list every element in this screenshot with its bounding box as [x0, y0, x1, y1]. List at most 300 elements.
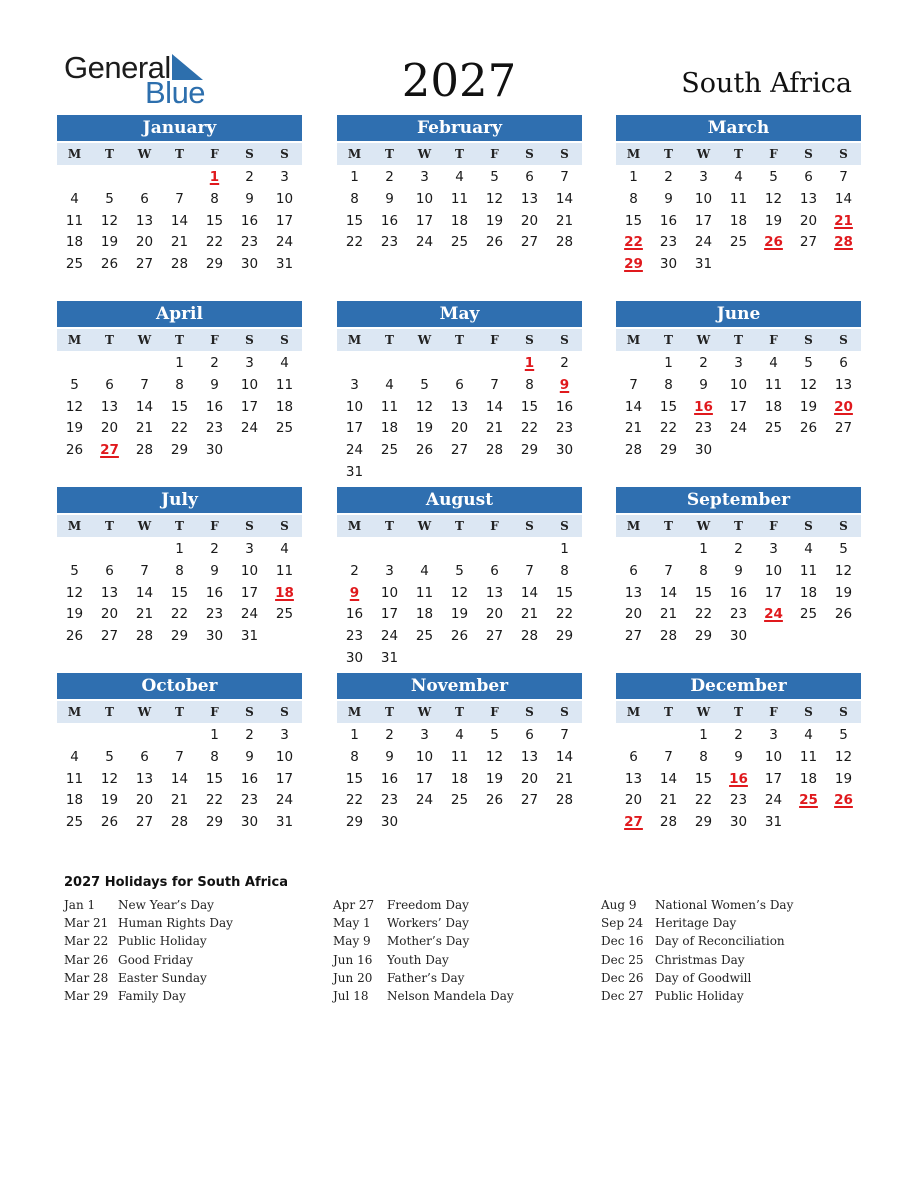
- weekday-header: [337, 143, 582, 165]
- month-days: [616, 539, 861, 648]
- day-cell: 16: [729, 584, 748, 601]
- holidays-title: 2027 Holidays for South Africa: [64, 875, 288, 890]
- empty-day-cell: [651, 539, 686, 561]
- day-cell: 11: [450, 190, 469, 207]
- day-cell: 1: [629, 169, 638, 185]
- holiday-name: Day of Reconciliation: [655, 934, 785, 949]
- weekday-label: S: [280, 705, 289, 719]
- day-cell: 15: [555, 584, 574, 601]
- weekday-label: S: [525, 519, 534, 533]
- day-cell: 27: [624, 628, 643, 645]
- holiday-name: Day of Goodwill: [655, 970, 752, 985]
- weekday-label: S: [525, 147, 534, 161]
- weekday-label: S: [280, 333, 289, 347]
- day-cell: 24: [345, 442, 364, 459]
- day-cell: 31: [240, 628, 259, 645]
- day-cell: 10: [240, 376, 259, 393]
- day-cell: 6: [839, 355, 848, 371]
- day-cell: 23: [555, 420, 574, 437]
- day-cell: 5: [455, 562, 464, 579]
- weekday-label: M: [347, 519, 362, 533]
- day-cell: 14: [520, 584, 539, 601]
- day-cell: 25: [799, 606, 818, 623]
- day-cell: 27: [450, 442, 469, 459]
- day-cell: 3: [280, 169, 289, 185]
- month-january: [57, 115, 302, 276]
- month-december: [616, 673, 861, 834]
- day-cell: 1: [664, 355, 673, 371]
- week-row: [616, 539, 861, 561]
- day-cell: 1: [699, 727, 708, 743]
- week-row: [337, 462, 582, 484]
- day-cell: 13: [624, 584, 643, 601]
- day-cell: 7: [525, 562, 534, 579]
- day-cell: 19: [485, 212, 504, 229]
- week-row: [57, 539, 302, 561]
- day-cell: 27: [520, 234, 539, 251]
- day-cell: 27: [100, 628, 119, 645]
- weekday-label: W: [417, 147, 432, 161]
- day-cell: 18: [275, 398, 294, 415]
- week-row: [57, 747, 302, 769]
- holiday-column: [601, 898, 871, 1007]
- day-cell: 31: [694, 256, 713, 273]
- day-cell: 30: [694, 442, 713, 459]
- day-cell: 21: [624, 420, 643, 437]
- weekday-label: W: [137, 705, 152, 719]
- day-cell: 1: [210, 727, 219, 743]
- day-cell: 12: [834, 562, 853, 579]
- empty-day-cell: [372, 539, 407, 561]
- day-cell: 17: [764, 770, 783, 787]
- empty-day-cell: [512, 462, 547, 484]
- holiday-name: Heritage Day: [655, 916, 737, 931]
- empty-day-cell: [477, 353, 512, 375]
- holiday-date: Jan 1: [64, 898, 96, 912]
- holiday-day: 9: [349, 584, 360, 601]
- day-cell: 28: [555, 234, 574, 251]
- weekday-header: [57, 515, 302, 537]
- day-cell: 20: [100, 606, 119, 623]
- day-cell: 24: [240, 606, 259, 623]
- week-row: [337, 747, 582, 769]
- day-cell: 11: [799, 562, 818, 579]
- day-cell: 22: [170, 606, 189, 623]
- weekday-label: T: [734, 705, 743, 719]
- weekday-label: S: [245, 147, 254, 161]
- weekday-label: S: [804, 705, 813, 719]
- empty-day-cell: [826, 440, 861, 462]
- empty-day-cell: [721, 254, 756, 276]
- day-cell: 22: [694, 792, 713, 809]
- day-cell: 16: [205, 584, 224, 601]
- day-cell: 30: [659, 256, 678, 273]
- day-cell: 5: [70, 376, 79, 393]
- empty-day-cell: [547, 648, 582, 670]
- brand-logo: [64, 50, 214, 108]
- weekday-label: M: [67, 147, 82, 161]
- day-cell: 2: [560, 355, 569, 371]
- empty-day-cell: [267, 626, 302, 648]
- day-cell: 6: [804, 169, 813, 185]
- empty-day-cell: [127, 167, 162, 189]
- day-cell: 5: [490, 169, 499, 185]
- day-cell: 28: [135, 442, 154, 459]
- day-cell: 22: [555, 606, 574, 623]
- day-cell: 28: [135, 628, 154, 645]
- holiday-day: 18: [275, 584, 294, 601]
- day-cell: 21: [485, 420, 504, 437]
- month-november: [337, 673, 582, 834]
- month-days: [337, 725, 582, 834]
- week-row: [337, 167, 582, 189]
- week-row: [337, 353, 582, 375]
- month-days: [616, 725, 861, 834]
- month-days: [616, 167, 861, 276]
- day-cell: 9: [245, 748, 254, 765]
- day-cell: 19: [65, 420, 84, 437]
- empty-day-cell: [92, 353, 127, 375]
- day-cell: 13: [135, 770, 154, 787]
- holiday-item: [64, 934, 334, 952]
- day-cell: 22: [345, 234, 364, 251]
- weekday-label: S: [839, 333, 848, 347]
- day-cell: 17: [380, 606, 399, 623]
- holiday-name: Human Rights Day: [118, 916, 233, 931]
- holiday-name: Mother’s Day: [387, 934, 470, 949]
- day-cell: 25: [450, 234, 469, 251]
- day-cell: 1: [350, 169, 359, 185]
- holiday-name: Christmas Day: [655, 952, 745, 967]
- day-cell: 27: [135, 814, 154, 831]
- holiday-item: [333, 898, 603, 916]
- day-cell: 7: [560, 727, 569, 743]
- day-cell: 7: [560, 169, 569, 185]
- weekday-label: M: [626, 519, 641, 533]
- month-september: [616, 487, 861, 648]
- weekday-label: S: [560, 147, 569, 161]
- day-cell: 8: [699, 748, 708, 765]
- day-cell: 22: [205, 792, 224, 809]
- weekday-label: W: [417, 333, 432, 347]
- day-cell: 16: [659, 212, 678, 229]
- day-cell: 9: [245, 190, 254, 207]
- day-cell: 12: [799, 376, 818, 393]
- day-cell: 12: [100, 212, 119, 229]
- day-cell: 14: [170, 212, 189, 229]
- day-cell: 15: [624, 212, 643, 229]
- day-cell: 24: [694, 234, 713, 251]
- day-cell: 15: [170, 584, 189, 601]
- empty-day-cell: [372, 462, 407, 484]
- month-title: March: [616, 115, 861, 141]
- day-cell: 6: [455, 376, 464, 393]
- day-cell: 9: [385, 748, 394, 765]
- weekday-label: F: [210, 147, 219, 161]
- day-cell: 16: [380, 212, 399, 229]
- day-cell: 28: [520, 628, 539, 645]
- day-cell: 18: [764, 398, 783, 415]
- day-cell: 31: [275, 814, 294, 831]
- day-cell: 8: [629, 190, 638, 207]
- month-october: [57, 673, 302, 834]
- empty-day-cell: [721, 440, 756, 462]
- day-cell: 24: [415, 792, 434, 809]
- day-cell: 30: [729, 628, 748, 645]
- week-row: [337, 418, 582, 440]
- week-row: [337, 604, 582, 626]
- day-cell: 5: [105, 748, 114, 765]
- day-cell: 3: [280, 727, 289, 743]
- day-cell: 18: [450, 212, 469, 229]
- holiday-item: [601, 898, 871, 916]
- day-cell: 12: [100, 770, 119, 787]
- empty-day-cell: [57, 167, 92, 189]
- holiday-day: 24: [764, 606, 783, 623]
- day-cell: 6: [105, 376, 114, 393]
- holiday-name: Nelson Mandela Day: [387, 988, 514, 1003]
- day-cell: 19: [834, 584, 853, 601]
- weekday-label: S: [804, 519, 813, 533]
- weekday-label: F: [210, 705, 219, 719]
- empty-day-cell: [547, 812, 582, 834]
- weekday-label: F: [490, 333, 499, 347]
- day-cell: 7: [629, 376, 638, 393]
- week-row: [616, 167, 861, 189]
- day-cell: 15: [205, 770, 224, 787]
- day-cell: 4: [804, 727, 813, 743]
- day-cell: 2: [734, 541, 743, 557]
- empty-day-cell: [616, 353, 651, 375]
- day-cell: 8: [350, 190, 359, 207]
- month-title: June: [616, 301, 861, 327]
- day-cell: 7: [175, 190, 184, 207]
- weekday-label: M: [67, 333, 82, 347]
- month-days: [616, 353, 861, 462]
- day-cell: 31: [275, 256, 294, 273]
- empty-day-cell: [791, 254, 826, 276]
- empty-day-cell: [127, 725, 162, 747]
- holiday-name: Easter Sunday: [118, 970, 207, 985]
- day-cell: 7: [664, 748, 673, 765]
- holiday-date: Dec 16: [601, 934, 644, 949]
- week-row: [616, 626, 861, 648]
- day-cell: 23: [729, 606, 748, 623]
- day-cell: 22: [205, 234, 224, 251]
- holiday-item: [333, 971, 603, 989]
- day-cell: 20: [520, 212, 539, 229]
- week-row: [57, 725, 302, 747]
- day-cell: 24: [415, 234, 434, 251]
- week-row: [57, 440, 302, 462]
- day-cell: 27: [135, 256, 154, 273]
- day-cell: 11: [275, 562, 294, 579]
- week-row: [337, 812, 582, 834]
- day-cell: 19: [834, 770, 853, 787]
- week-row: [616, 812, 861, 834]
- day-cell: 29: [170, 628, 189, 645]
- day-cell: 14: [135, 584, 154, 601]
- weekday-header: [616, 329, 861, 351]
- day-cell: 2: [385, 727, 394, 743]
- empty-day-cell: [477, 462, 512, 484]
- day-cell: 5: [839, 727, 848, 743]
- empty-day-cell: [127, 353, 162, 375]
- holiday-day: 22: [624, 234, 643, 251]
- holiday-date: Jul 18: [333, 988, 369, 1003]
- day-cell: 31: [345, 463, 364, 480]
- day-cell: 25: [380, 442, 399, 459]
- day-cell: 25: [65, 256, 84, 273]
- day-cell: 3: [420, 727, 429, 743]
- day-cell: 14: [170, 770, 189, 787]
- day-cell: 28: [555, 792, 574, 809]
- day-cell: 6: [140, 190, 149, 207]
- weekday-label: F: [490, 705, 499, 719]
- holiday-name: Family Day: [118, 988, 186, 1003]
- weekday-label: T: [385, 147, 394, 161]
- empty-day-cell: [756, 626, 791, 648]
- weekday-header: [57, 329, 302, 351]
- holiday-date: Mar 26: [64, 952, 109, 967]
- day-cell: 19: [799, 398, 818, 415]
- day-cell: 3: [420, 169, 429, 185]
- empty-day-cell: [232, 440, 267, 462]
- day-cell: 23: [240, 234, 259, 251]
- day-cell: 30: [240, 814, 259, 831]
- weekday-label: T: [455, 333, 464, 347]
- day-cell: 21: [659, 792, 678, 809]
- month-days: [337, 167, 582, 254]
- day-cell: 6: [629, 748, 638, 765]
- weekday-label: F: [490, 147, 499, 161]
- day-cell: 29: [694, 814, 713, 831]
- day-cell: 12: [415, 398, 434, 415]
- day-cell: 6: [140, 748, 149, 765]
- day-cell: 6: [525, 727, 534, 743]
- holiday-date: Dec 27: [601, 988, 644, 1003]
- day-cell: 26: [100, 256, 119, 273]
- week-row: [57, 375, 302, 397]
- weekday-label: M: [347, 333, 362, 347]
- day-cell: 26: [834, 606, 853, 623]
- day-cell: 11: [380, 398, 399, 415]
- day-cell: 12: [485, 748, 504, 765]
- day-cell: 24: [275, 792, 294, 809]
- day-cell: 14: [555, 748, 574, 765]
- day-cell: 16: [240, 212, 259, 229]
- holiday-day: 1: [524, 355, 535, 371]
- weekday-label: F: [769, 705, 778, 719]
- holiday-day: 27: [100, 442, 119, 459]
- day-cell: 8: [699, 562, 708, 579]
- day-cell: 19: [100, 234, 119, 251]
- week-row: [57, 769, 302, 791]
- holiday-column: [333, 898, 603, 1007]
- empty-day-cell: [826, 812, 861, 834]
- holiday-date: Dec 25: [601, 952, 644, 967]
- day-cell: 21: [520, 606, 539, 623]
- day-cell: 30: [240, 256, 259, 273]
- week-row: [57, 604, 302, 626]
- day-cell: 24: [729, 420, 748, 437]
- day-cell: 2: [210, 541, 219, 557]
- empty-day-cell: [826, 626, 861, 648]
- day-cell: 4: [70, 748, 79, 765]
- day-cell: 29: [205, 256, 224, 273]
- month-august: [337, 487, 582, 670]
- week-row: [616, 747, 861, 769]
- week-row: [57, 254, 302, 276]
- weekday-label: T: [175, 705, 184, 719]
- weekday-label: T: [105, 519, 114, 533]
- day-cell: 20: [624, 606, 643, 623]
- day-cell: 11: [275, 376, 294, 393]
- holiday-date: May 1: [333, 916, 371, 931]
- month-march: [616, 115, 861, 276]
- day-cell: 3: [245, 541, 254, 557]
- day-cell: 20: [485, 606, 504, 623]
- week-row: [616, 189, 861, 211]
- day-cell: 11: [415, 584, 434, 601]
- empty-day-cell: [477, 539, 512, 561]
- day-cell: 23: [205, 606, 224, 623]
- weekday-label: T: [455, 519, 464, 533]
- day-cell: 10: [764, 748, 783, 765]
- weekday-label: S: [245, 519, 254, 533]
- weekday-label: W: [137, 333, 152, 347]
- week-row: [57, 232, 302, 254]
- week-row: [57, 353, 302, 375]
- day-cell: 27: [520, 792, 539, 809]
- day-cell: 19: [100, 792, 119, 809]
- weekday-label: T: [385, 333, 394, 347]
- day-cell: 4: [455, 727, 464, 743]
- day-cell: 25: [65, 814, 84, 831]
- weekday-label: S: [525, 705, 534, 719]
- empty-day-cell: [477, 648, 512, 670]
- day-cell: 8: [175, 376, 184, 393]
- day-cell: 5: [420, 376, 429, 393]
- day-cell: 3: [385, 562, 394, 579]
- day-cell: 1: [175, 541, 184, 557]
- week-row: [337, 232, 582, 254]
- holiday-day: 16: [729, 770, 748, 787]
- day-cell: 29: [659, 442, 678, 459]
- month-title: December: [616, 673, 861, 699]
- week-row: [616, 725, 861, 747]
- weekday-label: T: [105, 147, 114, 161]
- holiday-item: [601, 989, 871, 1007]
- day-cell: 15: [520, 398, 539, 415]
- day-cell: 11: [65, 770, 84, 787]
- weekday-label: S: [839, 519, 848, 533]
- month-february: [337, 115, 582, 254]
- weekday-label: S: [804, 147, 813, 161]
- day-cell: 24: [275, 234, 294, 251]
- holiday-date: Apr 27: [333, 898, 375, 912]
- day-cell: 13: [520, 190, 539, 207]
- day-cell: 1: [350, 727, 359, 743]
- week-row: [616, 353, 861, 375]
- day-cell: 12: [764, 190, 783, 207]
- weekday-label: T: [664, 705, 673, 719]
- day-cell: 2: [734, 727, 743, 743]
- weekday-label: T: [664, 147, 673, 161]
- week-row: [616, 418, 861, 440]
- day-cell: 12: [65, 398, 84, 415]
- day-cell: 7: [839, 169, 848, 185]
